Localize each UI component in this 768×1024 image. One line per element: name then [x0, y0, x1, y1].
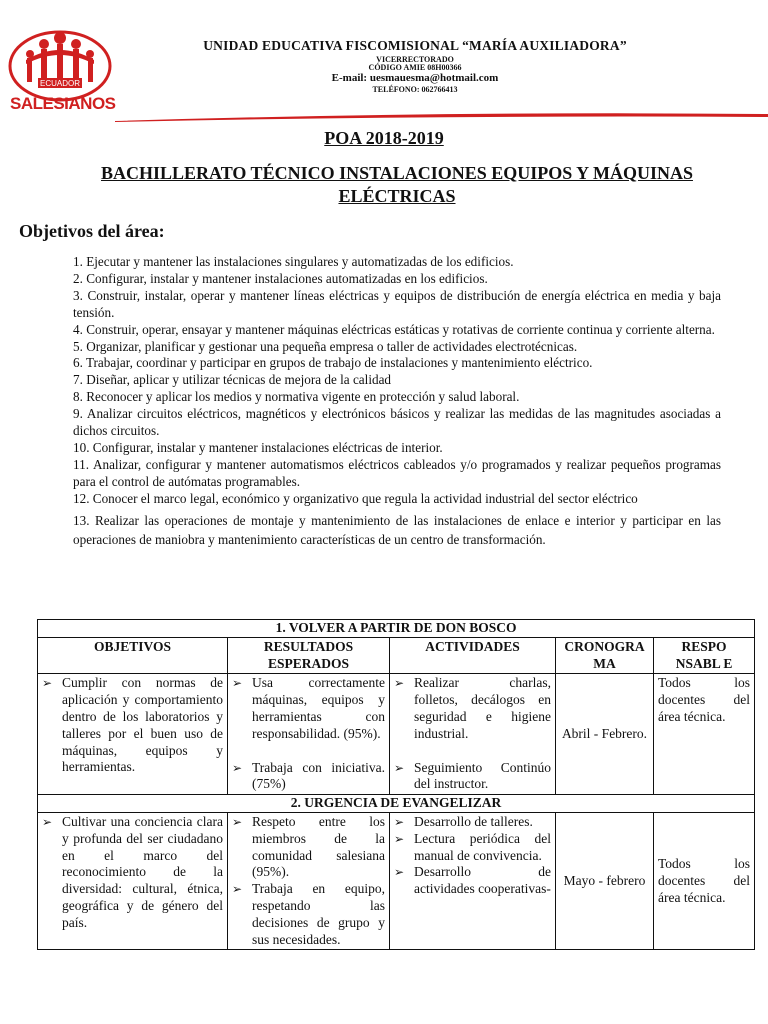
results-cell: [228, 674, 390, 795]
contact-phone: TELÉFONO: 062766413: [372, 85, 458, 94]
arrow-bullet-icon: ➢: [394, 831, 405, 846]
objective-text: Cumplir con normas de aplicación y comportamiento dentro de los laboratorios y talleres por el buen uso de máquinas, equipos y herramientas.: [62, 675, 223, 775]
column-header: RESULTADOS ESPERADOS: [228, 637, 390, 674]
objective-item: 2. Configurar, instalar y mantener instalaciones automatizadas en los edificios.: [73, 270, 488, 286]
objective-item: 13. Realizar las operaciones de montaje y mantenimiento de las instalaciones de enlace e interior y participar en las operaciones de maniobra y mantenimiento características de un centro de transformación.: [73, 512, 721, 547]
objectives-heading: Objetivos del área:: [19, 221, 165, 241]
schedule-cell: Abril - Febrero.: [556, 674, 654, 795]
responsible-cell: Todos los docentes del área técnica.: [654, 674, 755, 795]
result-text: Respeto entre los miembros de la comunidad salesiana (95%).: [252, 813, 385, 880]
objective-item: 6. Trabajar, coordinar y participar en grupos de trabajo de instalaciones y mantenimiento eléctrico.: [73, 355, 593, 371]
objectives-list: [73, 254, 721, 549]
page-title: POA 2018-2019: [324, 128, 444, 148]
column-header: OBJETIVOS: [38, 637, 228, 674]
arrow-bullet-icon: ➢: [42, 676, 53, 691]
institution-name: UNIDAD EDUCATIVA FISCOMISIONAL “MARÍA AUXILIADORA”: [203, 38, 627, 53]
logo-text: SALESIANOS: [10, 94, 116, 113]
section-title: 2. URGENCIA DE EVANGELIZAR: [38, 795, 755, 813]
objective-item: 7. Diseñar, aplicar y utilizar técnicas de mejora de la calidad: [73, 372, 392, 388]
objective-item: 4. Construir, operar, ensayar y mantener máquinas eléctricas estáticas y rotativas de corriente continua y corriente alterna.: [73, 321, 715, 337]
column-header: RESPO NSABL E: [654, 637, 755, 674]
arrow-bullet-icon: ➢: [232, 814, 243, 829]
table-row: [38, 674, 755, 795]
office-label: VICERRECTORADO: [376, 55, 454, 64]
column-header: CRONOGRA MA: [556, 637, 654, 674]
arrow-bullet-icon: ➢: [394, 760, 405, 775]
activity-text: Desarrollo de talleres.: [414, 813, 533, 829]
arrow-bullet-icon: ➢: [232, 676, 243, 691]
section-header-row: [38, 795, 755, 813]
activity-text: Seguimiento Continúo del instructor.: [414, 759, 551, 792]
arrow-bullet-icon: ➢: [394, 814, 405, 829]
objective-item: 8. Reconocer y aplicar los medios y normativa vigente en protección y salud laboral.: [73, 389, 520, 405]
section-header-row: [38, 620, 755, 638]
column-header: ACTIVIDADES: [390, 637, 556, 674]
responsible-cell: Todos los docentes del área técnica.: [654, 812, 755, 949]
amie-code: CÓDIGO AMIE 08H00366: [368, 63, 462, 72]
activity-text: Desarrollo de actividades cooperativas-: [414, 864, 551, 897]
contact-email: E-mail: uesmauesma@hotmail.com: [331, 72, 499, 84]
objective-item: 9. Analizar circuitos eléctricos, magnéticos y electrónicos básicos y realizar las medidas de las magnitudes asociadas a dichos circuitos.: [73, 406, 721, 439]
column-header-row: [38, 637, 755, 674]
result-text: Trabaja en equipo, respetando las decisiones de grupo y sus necesidades.: [252, 881, 385, 947]
poa-table: [37, 619, 755, 950]
arrow-bullet-icon: ➢: [394, 676, 405, 691]
result-text: Trabaja con iniciativa. (75%): [252, 759, 385, 792]
section-title: 1. VOLVER A PARTIR DE DON BOSCO: [38, 620, 755, 638]
objective-item: 3. Construir, instalar, operar y mantener líneas eléctricas y equipos de distribución de energía eléctrica en media y baja tensión.: [73, 287, 721, 320]
arrow-bullet-icon: ➢: [232, 760, 243, 775]
results-cell: [228, 812, 390, 949]
logo-country-text: ECUADOR: [39, 79, 81, 88]
schedule-cell: Mayo - febrero: [556, 812, 654, 949]
objectives-cell: [38, 674, 228, 795]
activities-cell: [390, 674, 556, 795]
activities-cell: [390, 812, 556, 949]
result-text: Usa correctamente máquinas, equipos y herramientas con responsabilidad. (95%).: [252, 675, 385, 741]
objective-text: Cultivar una conciencia clara y profunda del ser ciudadano en el marco del reconocimiento de la diversidad: cultural, étnica, geográfica y de género del país.: [62, 813, 223, 930]
table-row: [38, 812, 755, 949]
arrow-bullet-icon: ➢: [42, 814, 53, 829]
program-title: BACHILLERATO TÉCNICO INSTALACIONES EQUIPOS Y MÁQUINAS ELÉCTRICAS: [101, 163, 693, 206]
objective-item: 11. Analizar, configurar y mantener automatismos eléctricos cableados y/o programados y realizar pequeños programas para el control de autómatas programables.: [73, 456, 721, 489]
objectives-cell: [38, 812, 228, 949]
objective-item: 5. Organizar, planificar y gestionar una pequeña empresa o taller de actividades electrotécnicas.: [73, 338, 578, 354]
activity-text: Realizar charlas, folletos, decálogos en seguridad e higiene industrial.: [414, 675, 551, 741]
arrow-bullet-icon: ➢: [232, 882, 243, 897]
activity-text: Lectura periódica del manual de convivencia.: [414, 830, 551, 863]
header-divider: [115, 112, 768, 122]
objective-item: 1. Ejecutar y mantener las instalaciones singulares y automatizadas de los edificios.: [73, 254, 514, 269]
objective-item: 10. Configurar, instalar y mantener instalaciones eléctricas de interior.: [73, 439, 443, 455]
objective-item: 12. Conocer el marco legal, económico y organizativo que regula la actividad industrial del sector eléctrico: [73, 490, 638, 506]
arrow-bullet-icon: ➢: [394, 865, 405, 880]
letterhead: [0, 0, 768, 125]
